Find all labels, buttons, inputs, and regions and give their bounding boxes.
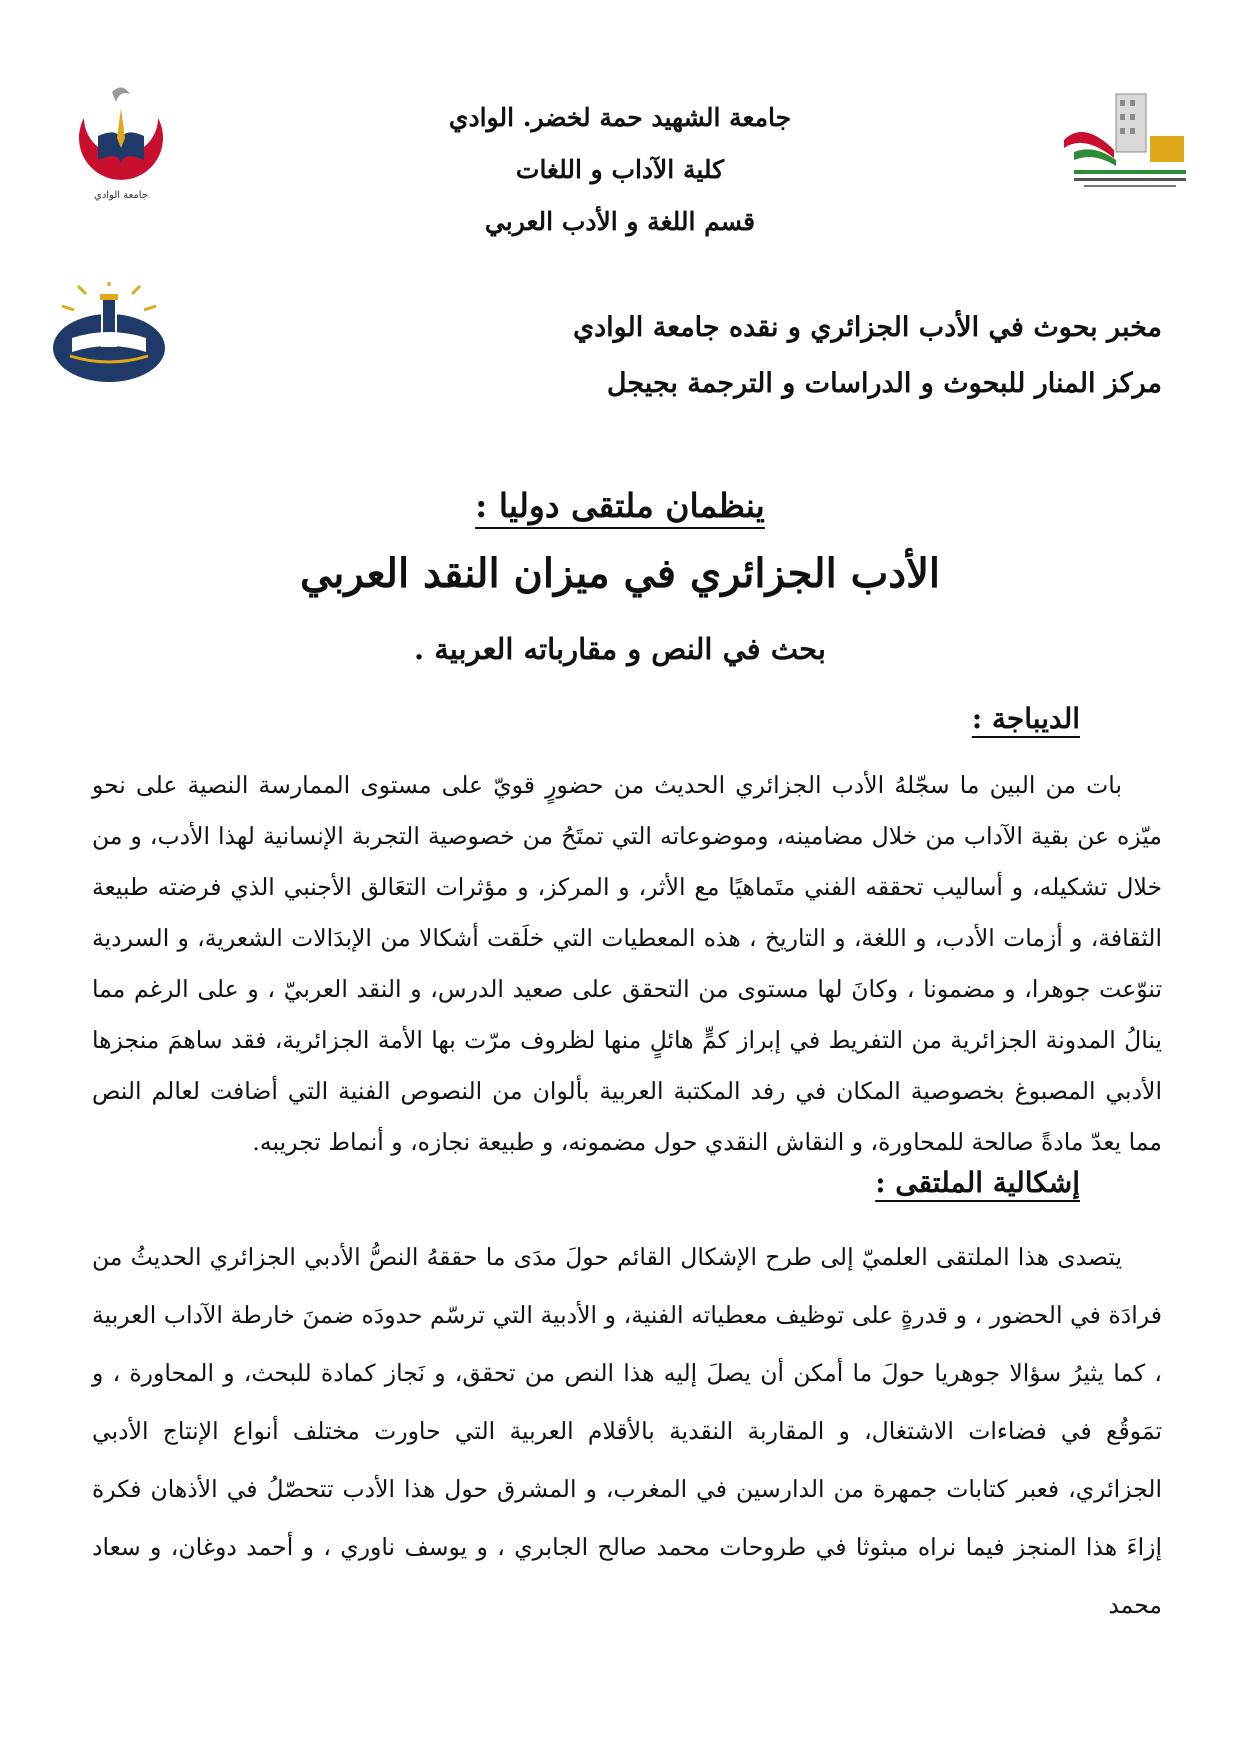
department-name: قسم اللغة و الأدب العربي <box>484 207 756 236</box>
preamble-paragraph <box>92 760 1162 1168</box>
organizers-text: ينظمان ملتقى دوليا : <box>475 486 765 525</box>
conference-title: الأدب الجزائري في ميزان النقد العربي <box>299 550 941 597</box>
organizers-statement <box>0 486 1240 525</box>
problematic-heading: إشكالية الملتقى : <box>875 1166 1080 1199</box>
lab-logo <box>62 78 180 208</box>
university-name: جامعة الشهيد حمة لخضر. الوادي <box>448 103 792 132</box>
university-info <box>400 92 840 248</box>
book-pen-crescent-logo-icon <box>62 78 180 208</box>
preamble-text: بات من البين ما سجّلهُ الأدب الجزائري الحديث من حضورٍ قويّ على مستوى الممارسة النصية على نحو ميّزه عن بقية الآداب من خلال مضامينه، وموضوعاته التي تمتَحُ من خصوصية التجربة الإنسانية لهذا الأدب، و من خلال تشكيله، و أساليب تحققه الفني متَماهيًا مع الأثر، و المركز، و مؤثرات التعَالق الأجنبي الذي فرضته طبيعة الثقافة، و أزمات الأدب، و اللغة، و التاريخ ، هذه المعطيات التي خلَقت أشكالا من الإبدَالات الشعرية، و السردية تنوّعت جوهرا، و مضمونا ، وكانَ لها مستوى من التحقق على صعيد الدرس، و النقد العربيّ ، و على الرغم مما ينالُ المدونة الجزائرية من التفريط في إبراز كمٍّ هائلٍ منها لظروف مرّت بها الأمة الجزائرية، فقد ساهمَ منجزها الأدبي المصبوغ بخصوصية المكان في رفد المكتبة العربية بألوان من النصوص الفنية التي أضافت لعالم النص مما يعدّ مادةً صالحة للمحاورة، و النقاش النقدي حول مضمونه، و طبيعة نجازه، و أنماط تجريبه. <box>92 771 1162 1156</box>
problematic-text: يتصدى هذا الملتقى العلميّ إلى طرح الإشكال القائم حولَ مدَى ما حققهُ النصُّ الأدبي الجزائري الحديثُ من فرادَة في الحضور ، و قدرةٍ على توظيف معطياته الفنية، و الأدبية التي ترسّم حدودَه ضمنَ خارطة الآداب العربية ، كما يثيرُ سؤالا جوهريا حولَ ما أمكن أن يصلَ إليه هذا النص من تحقق، و نَجاز كمادة للبحث، و المحاورة ، و تمَوقُع في فضاءات الاشتغال، و المقاربة النقدية بالأقلام العربية التي حاورت مختلف أنواع الإنتاج الأدبي الجزائري، فعبر كتابات جمهرة من الدارسين في المغرب، و المشرق حول هذا الأدب تتحصّلُ في الأذهان فكرة إزاءَ هذا المنجز فيما نراه مبثوثا في طروحات محمد صالح الجابري ، و يوسف ناوري ، و أحمد دوغان، و سعاد محمد <box>92 1243 1162 1619</box>
conference-subtitle: بحث في النص و مقارباته العربية . <box>414 632 826 666</box>
center-name: مركز المنار للبحوث و الدراسات و الترجمة بجيجل <box>606 368 1162 399</box>
university-building-logo-icon <box>1054 90 1192 198</box>
preamble-heading: الديباجة : <box>971 702 1080 735</box>
faculty-name: كلية الآداب و اللغات <box>515 155 725 184</box>
almanar-logo <box>50 282 168 384</box>
lighthouse-book-logo-icon <box>50 282 168 384</box>
organizers-info <box>442 300 1162 412</box>
logo-caption: جامعة الوادي <box>94 190 148 201</box>
university-logo <box>1054 90 1192 198</box>
problematic-paragraph <box>92 1228 1162 1634</box>
lab-name: مخبر بحوث في الأدب الجزائري و نقده جامعة الوادي <box>572 312 1162 343</box>
